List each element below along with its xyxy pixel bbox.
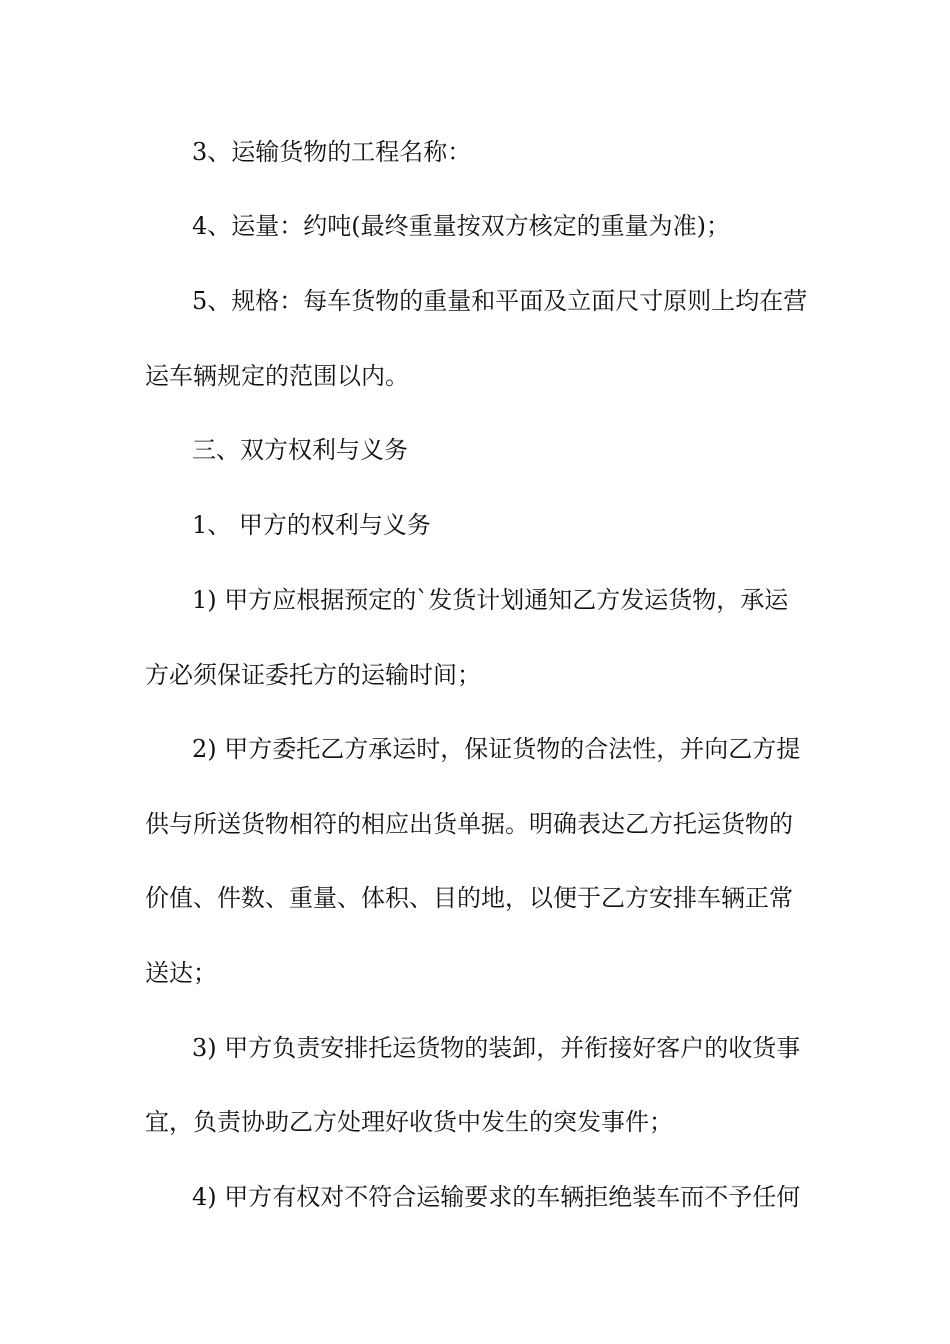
item-2-text-cont-2: 价值、件数、重量、体积、目的地，以便于乙方安排车辆正常	[145, 884, 793, 912]
item-3-text: 3) 甲方负责安排托运货物的装卸，并衔接好客户的收货事	[192, 1034, 801, 1062]
item-2-text-cont-3: 送达；	[145, 959, 217, 987]
section-3-heading: 三、双方权利与义务	[192, 436, 408, 464]
item-2-text-cont-1: 供与所送货物相符的相应出货单据。明确表达乙方托运货物的	[145, 810, 793, 838]
clause-4-volume: 4、运量：约吨(最终重量按双方核定的重量为准)；	[192, 212, 730, 240]
clause-5-specification: 5、规格：每车货物的重量和平面及立面尺寸原则上均在营	[192, 287, 808, 315]
item-4-text: 4) 甲方有权对不符合运输要求的车辆拒绝装车而不予任何	[192, 1183, 801, 1211]
subsection-1-heading: 1、 甲方的权利与义务	[192, 511, 431, 539]
item-3-text-cont: 宜，负责协助乙方处理好收货中发生的突发事件；	[145, 1108, 673, 1136]
item-1-text-cont: 方必须保证委托方的运输时间；	[145, 661, 481, 689]
clause-5-specification-cont: 运车辆规定的范围以内。	[145, 362, 409, 390]
item-2-text: 2) 甲方委托乙方承运时，保证货物的合法性，并向乙方提	[192, 735, 801, 763]
item-1-text: 1) 甲方应根据预定的`发货计划通知乙方发运货物，承运	[192, 586, 789, 614]
clause-3-cargo-project-name: 3、运输货物的工程名称：	[192, 138, 472, 166]
